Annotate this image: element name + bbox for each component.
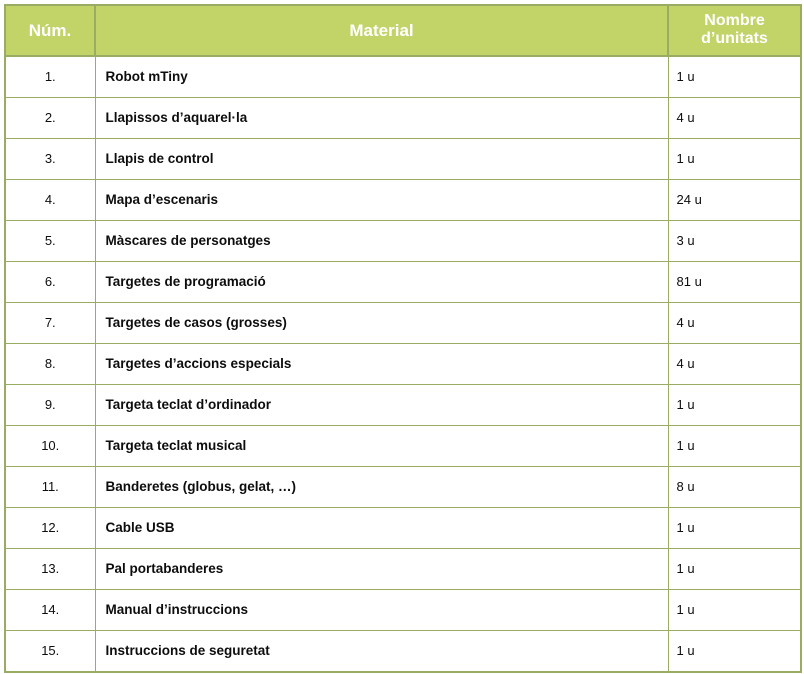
table-row [5,179,801,220]
cell-units: 1 u [668,589,801,630]
table-row [5,302,801,343]
cell-num: 5. [5,220,95,261]
table-row [5,343,801,384]
table-row [5,220,801,261]
cell-material: Instruccions de seguretat [95,630,668,672]
cell-units: 4 u [668,302,801,343]
table-row [5,548,801,589]
table-row [5,384,801,425]
table-row [5,97,801,138]
cell-material: Targetes de programació [95,261,668,302]
table-row [5,630,801,672]
cell-units: 1 u [668,425,801,466]
cell-units: 8 u [668,466,801,507]
cell-units: 1 u [668,630,801,672]
cell-units: 81 u [668,261,801,302]
cell-material: Targetes d’accions especials [95,343,668,384]
table-row [5,589,801,630]
cell-num: 13. [5,548,95,589]
column-header-units [668,5,801,56]
material-table [4,4,802,673]
cell-units: 1 u [668,548,801,589]
cell-num: 4. [5,179,95,220]
cell-material: Targeta teclat d’ordinador [95,384,668,425]
cell-num: 1. [5,56,95,98]
cell-material: Manual d’instruccions [95,589,668,630]
cell-material: Llapissos d’aquarel·la [95,97,668,138]
column-header-units-line2: d’unitats [701,30,768,48]
cell-material: Llapis de control [95,138,668,179]
table-header [5,5,801,56]
table-row [5,466,801,507]
cell-units: 3 u [668,220,801,261]
cell-units: 4 u [668,97,801,138]
table-row [5,507,801,548]
table-row [5,425,801,466]
cell-material: Targetes de casos (grosses) [95,302,668,343]
cell-num: 12. [5,507,95,548]
cell-units: 1 u [668,507,801,548]
table-body [5,56,801,672]
cell-num: 15. [5,630,95,672]
cell-num: 6. [5,261,95,302]
cell-units: 4 u [668,343,801,384]
column-header-material: Material [95,5,668,56]
cell-material: Cable USB [95,507,668,548]
table-row [5,56,801,98]
cell-material: Pal portabanderes [95,548,668,589]
cell-num: 11. [5,466,95,507]
cell-num: 8. [5,343,95,384]
cell-num: 10. [5,425,95,466]
cell-material: Màscares de personatges [95,220,668,261]
cell-num: 2. [5,97,95,138]
cell-material: Banderetes (globus, gelat, …) [95,466,668,507]
cell-units: 1 u [668,138,801,179]
table-row [5,261,801,302]
cell-num: 3. [5,138,95,179]
cell-num: 14. [5,589,95,630]
table-row [5,138,801,179]
cell-num: 9. [5,384,95,425]
column-header-units-line1: Nombre [704,12,765,29]
cell-material: Mapa d’escenaris [95,179,668,220]
cell-units: 1 u [668,384,801,425]
cell-material: Robot mTiny [95,56,668,98]
cell-units: 1 u [668,56,801,98]
cell-num: 7. [5,302,95,343]
cell-material: Targeta teclat musical [95,425,668,466]
column-header-num: Núm. [5,5,95,56]
cell-units: 24 u [668,179,801,220]
table-header-row [5,5,801,56]
